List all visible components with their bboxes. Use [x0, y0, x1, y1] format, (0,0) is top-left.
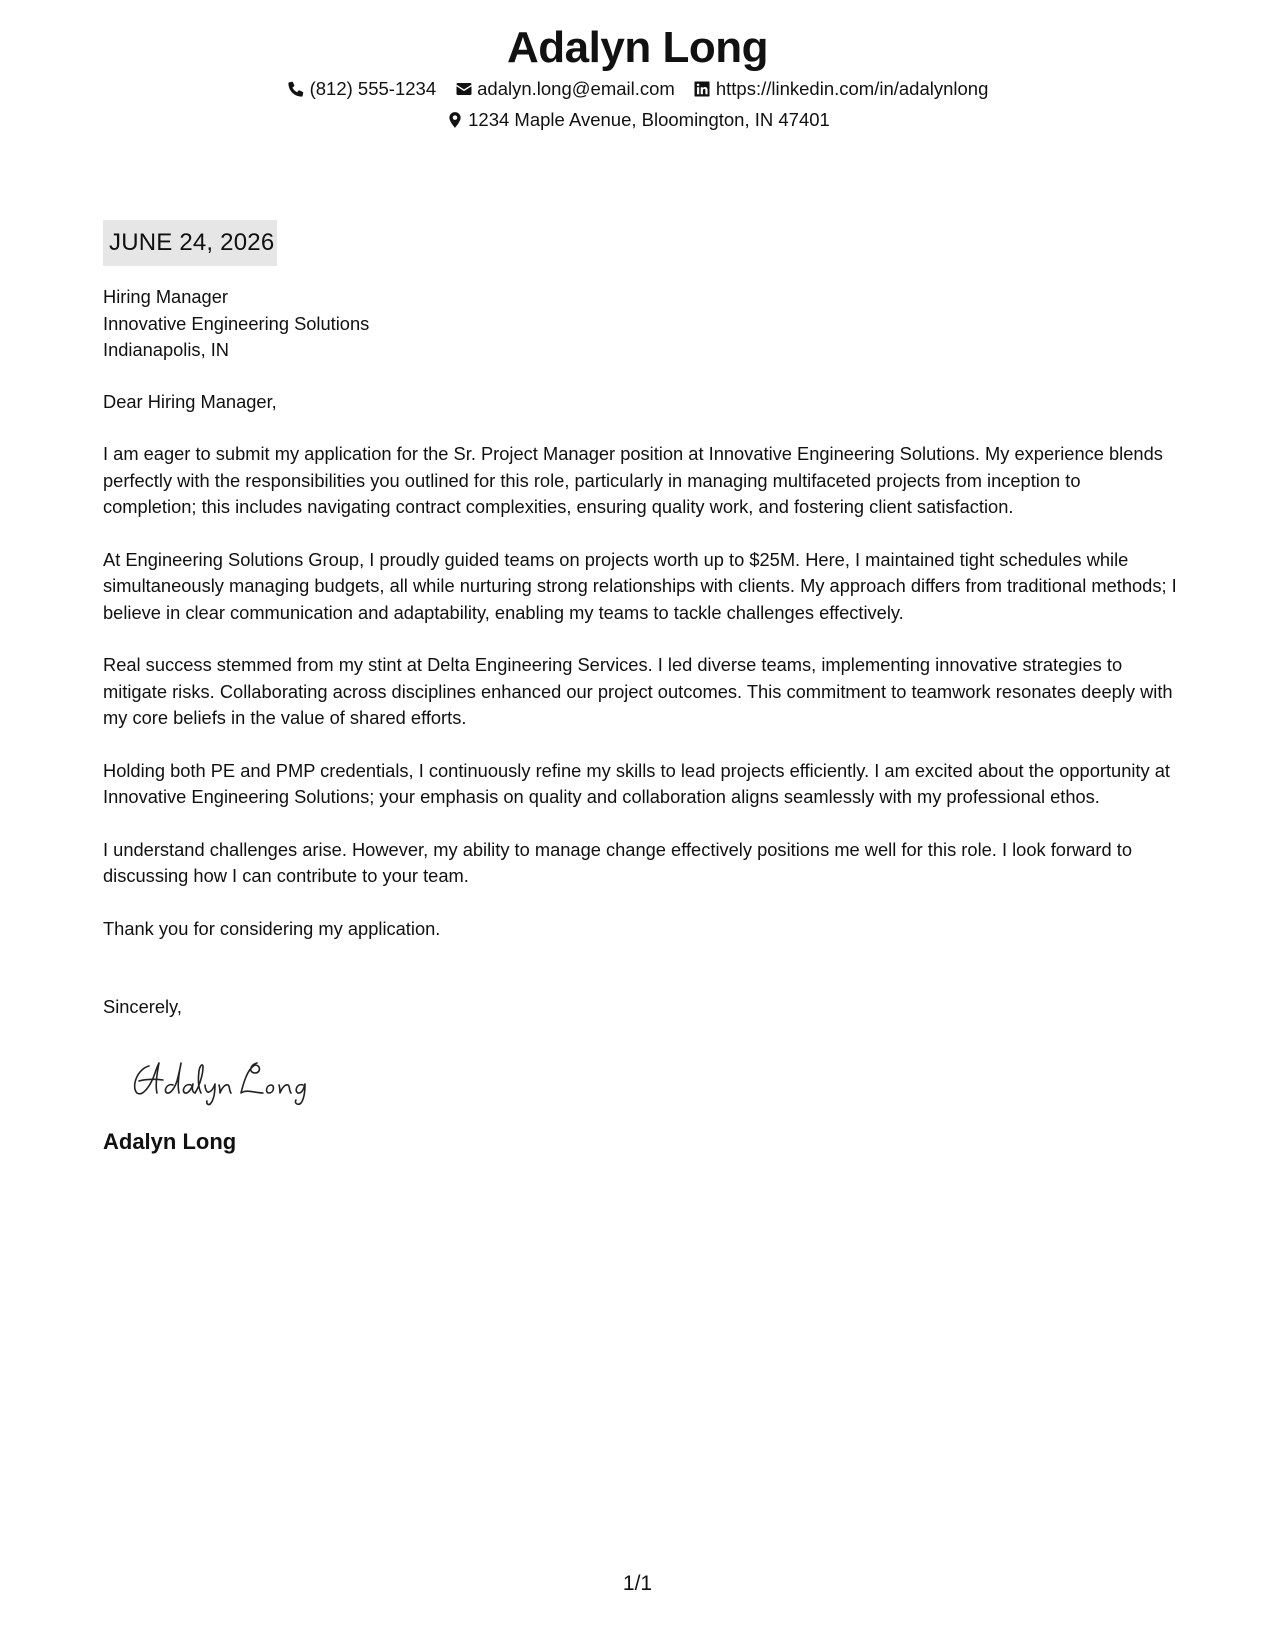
paragraph-thanks: Thank you for considering my application. [103, 917, 441, 939]
contact-linkedin [693, 76, 989, 102]
paragraph-success: Real success stemmed from my stint at Delta Engineering Services. I led diverse teams, implementing innovative strategies to mitigate risks. Collaborating across disciplines enhanced our project outcomes. This commitment to teamwork resonates deeply with my core beliefs in the value of shared efforts. [103, 654, 1173, 728]
street-address: 1234 Maple Avenue, Bloomington, IN 47401 [468, 109, 830, 130]
phone-icon [287, 80, 306, 99]
paragraph-experience: At Engineering Solutions Group, I proudly guided teams on projects worth up to $25M. Here, I maintained tight schedules while simultaneously managing budgets, all while nurturing strong relationships with clients. My approach differs from traditional methods; I believe in clear communication and adaptability, enabling my teams to tackle challenges effectively. [103, 548, 1177, 623]
letter-body [103, 220, 1178, 1157]
letter-header [0, 22, 1275, 133]
linkedin-icon [693, 80, 712, 99]
email-address[interactable]: adalyn.long@email.com [477, 78, 675, 99]
contact-email [454, 76, 675, 102]
recipient-block [103, 284, 1178, 364]
phone-number: (812) 555-1234 [309, 78, 437, 99]
contact-row-primary [0, 76, 1275, 102]
recipient-location: Indianapolis, IN [103, 339, 230, 360]
handwritten-signature [129, 1051, 339, 1107]
paragraph-intro: I am eager to submit my application for the Sr. Project Manager position at Innovative Engineering Solutions. My experience blends perfectly with the responsibilities you outlined for this role, particularly in managing multifaceted projects from inception to completion; this includes navigating contract complexities, ensuring quality work, and fostering client satisfaction. [103, 443, 1163, 517]
applicant-name: Adalyn Long [507, 23, 768, 72]
salutation: Dear Hiring Manager, [103, 390, 277, 412]
recipient-company: Innovative Engineering Solutions [103, 312, 370, 334]
contact-address [445, 107, 830, 133]
closing: Sincerely, [103, 996, 182, 1017]
signer-name: Adalyn Long [103, 1128, 237, 1154]
map-pin-icon [445, 111, 464, 130]
envelope-icon [454, 80, 473, 99]
linkedin-url[interactable]: https://linkedin.com/in/adalynlong [715, 78, 989, 99]
contact-row-address [0, 107, 1275, 133]
contact-phone [287, 76, 437, 102]
page-number: 1/1 [622, 1572, 653, 1595]
paragraph-credentials: Holding both PE and PMP credentials, I continuously refine my skills to lead projects efficiently. I am excited about the opportunity at Innovative Engineering Solutions; your emphasis on quality and collaboration aligns seamlessly with my professional ethos. [103, 759, 1170, 807]
letter-date: JUNE 24, 2026 [103, 220, 277, 266]
recipient-title: Hiring Manager [103, 286, 228, 307]
paragraph-challenges: I understand challenges arise. However, my ability to manage change effectively positions me well for this role. I look forward to discussing how I can contribute to your team. [103, 838, 1133, 886]
